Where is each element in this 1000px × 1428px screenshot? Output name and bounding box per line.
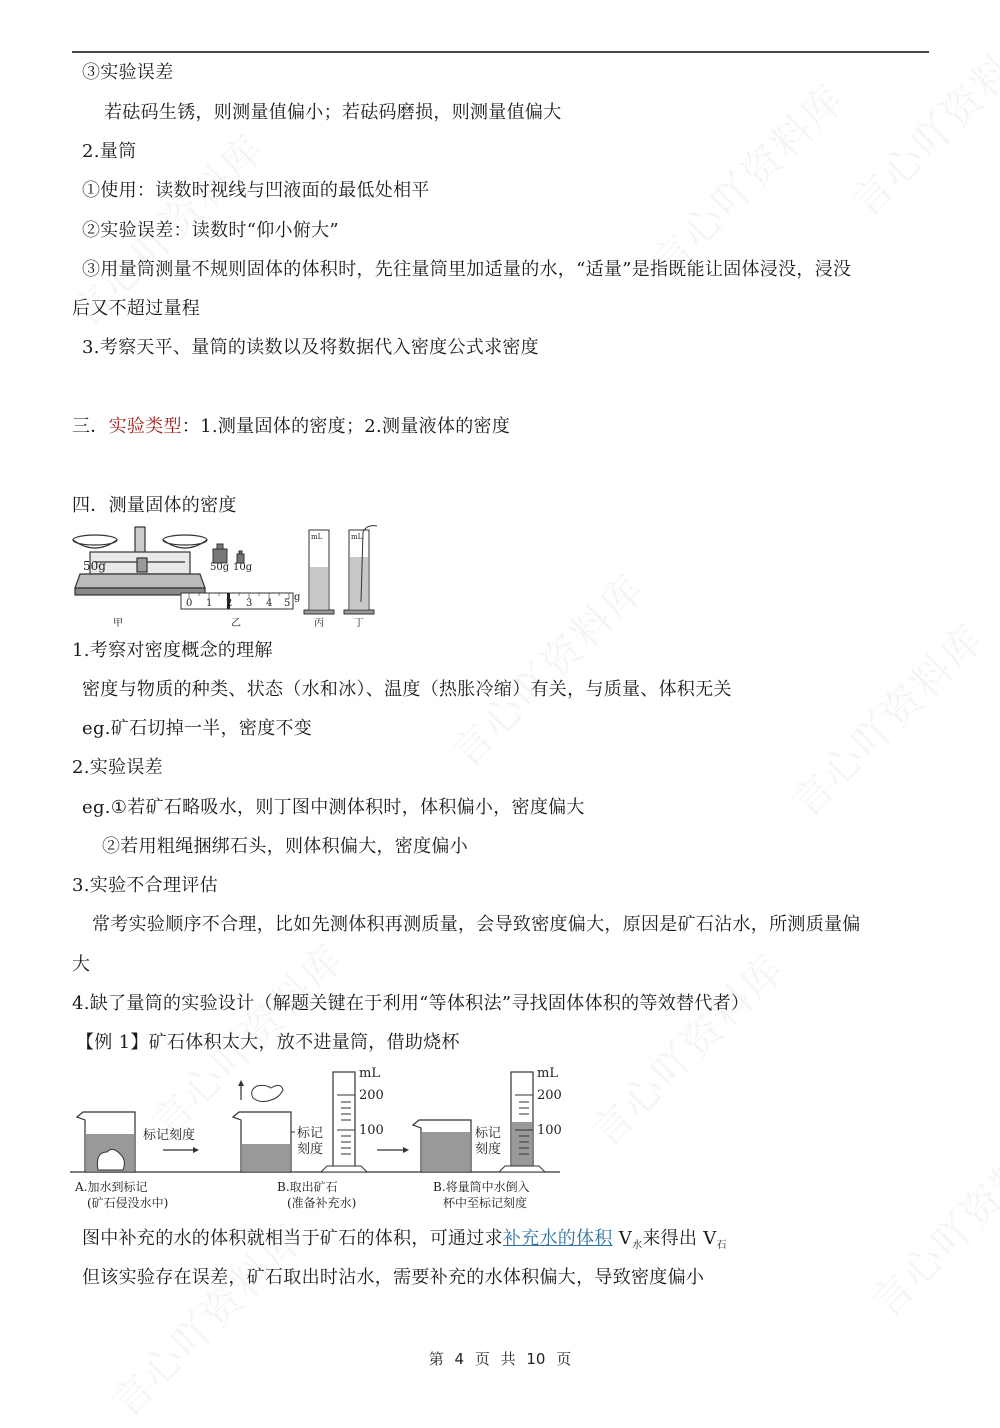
- label-jia: 甲: [113, 618, 123, 629]
- scale-200: 200: [537, 1088, 562, 1103]
- conclusion-line: [82, 1227, 727, 1258]
- volume-link[interactable]: 补充水的体积: [502, 1228, 613, 1249]
- text-line: 1.考察对密度概念的理解: [72, 640, 273, 661]
- section-number: 三．: [72, 416, 109, 437]
- conclusion-text: 来得出 V: [642, 1228, 717, 1249]
- scale-100: 100: [537, 1123, 562, 1138]
- caption-c-line2: 杯中至标记刻度: [443, 1196, 528, 1210]
- cylinder-unit: mL: [311, 533, 323, 541]
- text-line: 大: [72, 954, 91, 975]
- text-line: eg.①若矿石略吸水，则丁图中测体积时，体积偏小，密度偏大: [82, 797, 585, 818]
- caption-a-line1: A.加水到标记: [75, 1180, 148, 1194]
- weight-10g: 10g: [233, 562, 253, 573]
- label-bing: 丙: [314, 618, 324, 629]
- text-line: ③用量筒测量不规则固体的体积时，先往量筒里加适量的水，“适量”是指既能让固体浸没，浸没: [82, 259, 852, 280]
- label-ding: 丁: [354, 618, 364, 629]
- mark-label: 标记: [475, 1126, 502, 1141]
- ruler-tick-4: 4: [266, 598, 273, 609]
- section-heading-3: [72, 415, 510, 439]
- label-yi: 乙: [231, 618, 241, 629]
- header-rule: [72, 51, 929, 53]
- text-line: 但该实验存在误差，矿石取出时沾水，需要补充的水体积偏大，导致密度偏小: [82, 1267, 705, 1288]
- caption-c-line1: B.将量筒中水倒入: [433, 1180, 530, 1194]
- figure-balance-cylinders: [65, 522, 385, 632]
- page-footer: 第 4 页 共 10 页: [428, 1350, 572, 1368]
- cylinder-unit: mL: [351, 533, 363, 541]
- conclusion-text: 图中补充的水的体积就相当于矿石的体积，可通过求: [82, 1228, 503, 1249]
- highlight-term: 实验类型: [108, 416, 182, 437]
- subscript-stone: 石: [716, 1240, 727, 1251]
- figure-beaker-experiment: [65, 1062, 565, 1217]
- text-line: ①使用：读数时视线与凹液面的最低处相平: [82, 180, 430, 201]
- cylinder-unit: mL: [359, 1066, 380, 1081]
- section-text: ：1.测量固体的密度；2.测量液体的密度: [181, 416, 511, 437]
- text-line: 3.实验不合理评估: [72, 875, 218, 896]
- scale-200: 200: [359, 1088, 384, 1103]
- text-line: 密度与物质的种类、状态（水和冰）、温度（热胀冷缩）有关，与质量、体积无关: [82, 679, 732, 700]
- text-line: ②实验误差：读数时“仰小俯大”: [82, 220, 339, 241]
- text-line: 2.实验误差: [72, 757, 163, 778]
- watermark: [437, 559, 655, 777]
- section-heading-4: 四．测量固体的密度: [72, 495, 237, 516]
- arrow-label: 标记刻度: [143, 1128, 196, 1143]
- watermark: [577, 939, 795, 1157]
- ruler-tick-3: 3: [246, 598, 253, 609]
- mark-label: 标记: [297, 1126, 324, 1141]
- ruler-tick-2: 2: [226, 598, 233, 609]
- text-line: 3.考察天平、量筒的读数以及将数据代入密度公式求密度: [82, 337, 539, 358]
- text-line: 后又不超过量程: [72, 298, 201, 319]
- caption-b-line1: B.取出矿石: [277, 1180, 338, 1194]
- text-line: eg.矿石切掉一半，密度不变: [82, 718, 313, 739]
- text-line: ③实验误差: [82, 62, 174, 83]
- weight-50g: 50g: [210, 562, 230, 573]
- ruler-tick-0: 0: [186, 598, 193, 609]
- text-line: 若砝码生锈，则测量值偏小；若砝码磨损，则测量值偏大: [104, 102, 562, 123]
- watermark: [837, 9, 1000, 227]
- text-line: 4.缺了量筒的实验设计（解题关键在于利用“等体积法”寻找固体体积的等效替代者）: [72, 993, 750, 1014]
- ruler-tick-1: 1: [206, 598, 213, 609]
- example-heading: 【例 1】矿石体积太大，放不进量筒，借助烧杯: [76, 1032, 460, 1053]
- text-line: 常考实验顺序不合理，比如先测体积再测质量，会导致密度偏大，原因是矿石沾水，所测质量偏: [92, 914, 861, 935]
- scale-100: 100: [359, 1123, 384, 1138]
- watermark: [637, 69, 855, 287]
- subscript-water: 水: [632, 1240, 643, 1251]
- caption-a-line2: (矿石侵没水中): [87, 1196, 169, 1210]
- ruler-tick-5: 5: [284, 598, 291, 609]
- ruler-unit: g: [294, 592, 301, 603]
- mark-label: 刻度: [297, 1142, 324, 1157]
- weight-50g-label: 50g: [83, 559, 106, 573]
- watermark: [777, 609, 995, 827]
- text-line: 2.量筒: [82, 141, 137, 162]
- text-line: ②若用粗绳捆绑石头，则体积偏大，密度偏小: [102, 836, 468, 857]
- caption-b-line2: (准备补充水): [287, 1196, 357, 1210]
- v-water: V: [618, 1228, 633, 1249]
- watermark: [857, 1109, 1000, 1327]
- mark-label: 刻度: [475, 1142, 502, 1157]
- cylinder-unit: mL: [537, 1066, 558, 1081]
